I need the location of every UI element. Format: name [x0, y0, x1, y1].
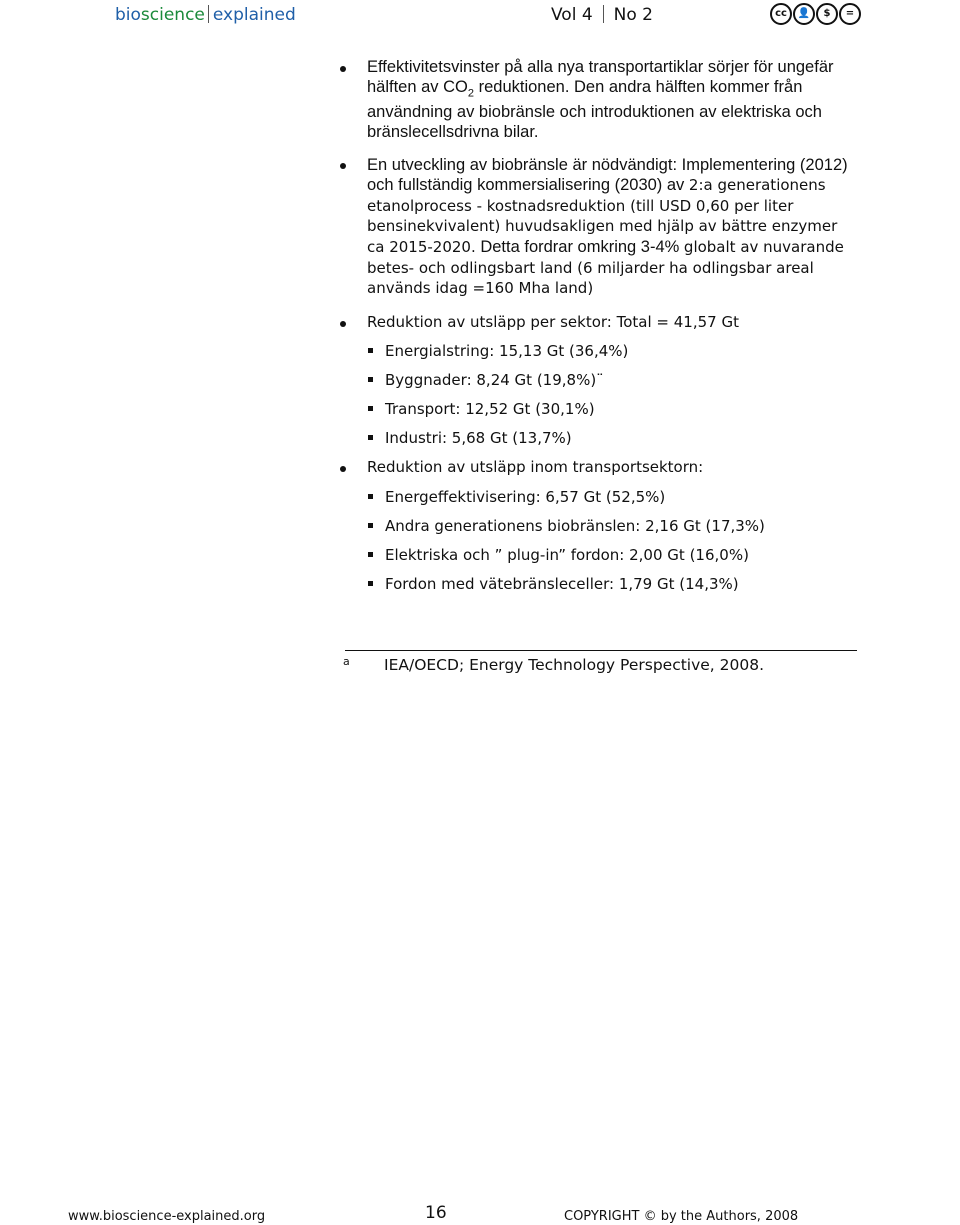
transport-item: Elektriska och ” plug-in” fordon: 2,00 Gt (16,0%) — [338, 546, 858, 565]
page-header — [0, 0, 960, 32]
noderivatives-icon: = — [839, 3, 861, 25]
bullet-sector-reduction: Reduktion av utsläpp per sektor: Total = 41,57 Gt — [338, 313, 858, 333]
brand-bio: bio — [115, 5, 141, 25]
bullet-transport-reduction: Reduktion av utsläpp inom transportsektorn: — [338, 458, 858, 478]
license-icons — [770, 3, 862, 25]
issue-info — [551, 5, 653, 25]
journal-brand — [115, 5, 296, 25]
bullet-efficiency-text-cont: reduktionen. Den andra hälften kommer från användning av biobränsle och introduktionen av elektriska och bränslecellsdrivna bilar. — [367, 77, 822, 142]
bullet-biofuel — [338, 155, 858, 299]
sector-item: Industri: 5,68 Gt (13,7%) — [338, 429, 858, 448]
attribution-icon: 👤 — [793, 3, 815, 25]
sector-item: Energialstring: 15,13 Gt (36,4%) — [338, 342, 858, 361]
co2-subscript: 2 — [467, 86, 475, 99]
biofuel-text-a: En utveckling av biobränsle är nödvändigt: Implementering (2012) och fullständig kommersialisering (2030) av — [367, 155, 848, 195]
cc-icon: cc — [770, 3, 792, 25]
sector-item: Transport: 12,52 Gt (30,1%) — [338, 400, 858, 419]
footnote — [343, 655, 764, 674]
footer-url[interactable]: www.bioscience-explained.org — [68, 1209, 266, 1224]
issue-divider — [603, 5, 604, 23]
bullet-efficiency — [338, 58, 858, 143]
transport-item: Fordon med vätebränsleceller: 1,79 Gt (14,3%) — [338, 575, 858, 594]
footnote-text: IEA/OECD; Energy Technology Perspective, 2008. — [384, 656, 765, 674]
brand-science: science — [140, 5, 205, 25]
transport-item: Andra generationens biobränslen: 2,16 Gt (17,3%) — [338, 517, 858, 536]
bullet-efficiency-text: Effektivitetsvinster på alla nya transportartiklar sörjer för ungefär hälften av CO — [367, 58, 834, 96]
brand-divider — [208, 5, 209, 23]
biofuel-text-d: globalt av nuvarande betes- och odlingsbart land (6 miljarder ha odlingsbar areal används idag =160 Mha land) — [367, 238, 844, 298]
biofuel-text-b: 2:a generationens etanolprocess - kostnadsreduktion (till USD 0,60 per liter bensinekvivalent) huvudsakligen med hjälp av bättre enzymer ca 2015-2020. — [367, 176, 838, 257]
volume-label: Vol 4 — [551, 5, 593, 25]
sector-item: Byggnader: 8,24 Gt (19,8%)¨ — [338, 371, 858, 390]
number-label: No 2 — [613, 5, 653, 25]
brand-explained: explained — [212, 5, 296, 25]
copyright: COPYRIGHT © by the Authors, 2008 — [564, 1209, 799, 1224]
page-number: 16 — [425, 1203, 447, 1223]
footnote-rule — [345, 650, 857, 651]
noncommercial-icon: $ — [816, 3, 838, 25]
footnote-marker: a — [343, 655, 350, 668]
biofuel-text-c: Detta fordrar omkring 3-4% — [475, 238, 684, 257]
transport-item: Energeffektivisering: 6,57 Gt (52,5%) — [338, 488, 858, 507]
main-content — [338, 58, 858, 594]
